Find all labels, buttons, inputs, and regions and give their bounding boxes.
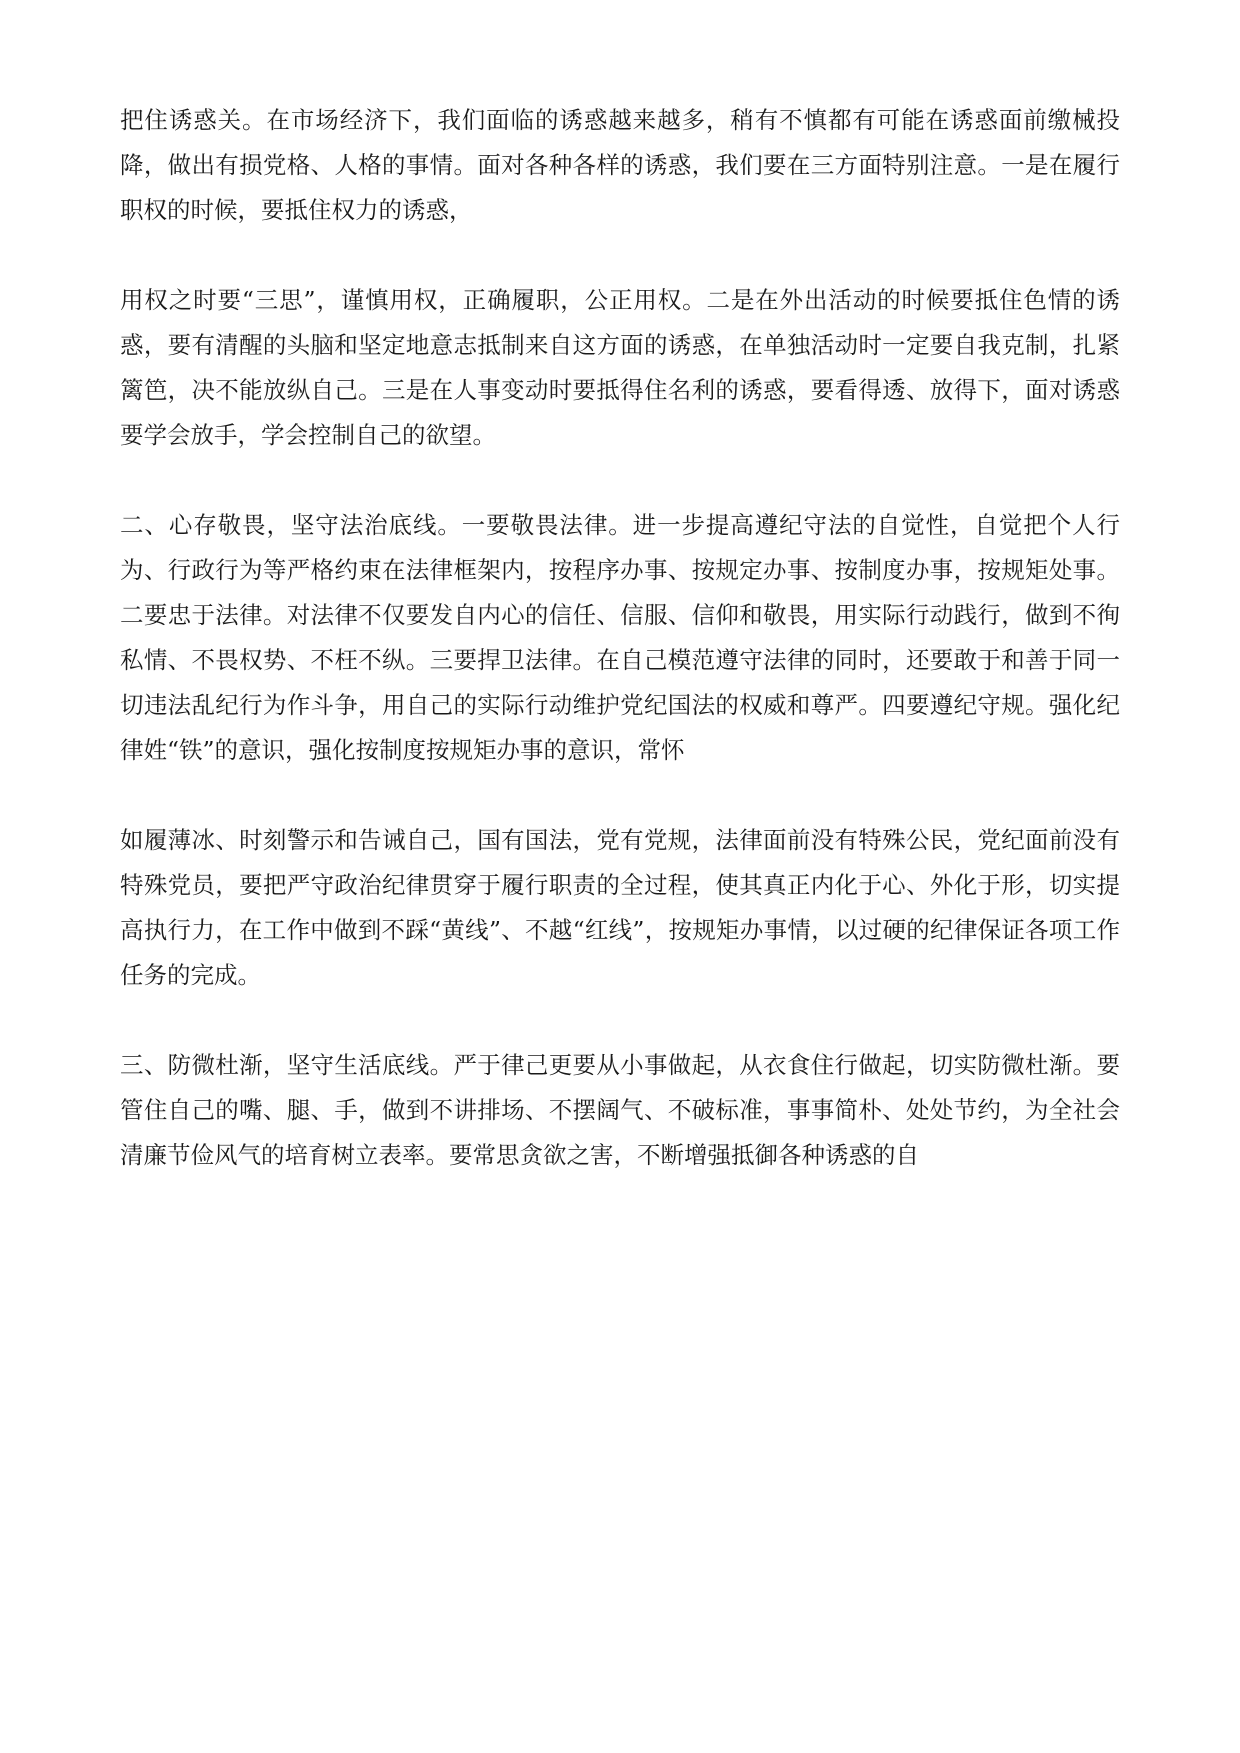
paragraph-use-power-carefully: 用权之时要“三思”，谨慎用权，正确履职，公正用权。二是在外出活动的时候要抵住色情的诱惑，要有清醒的头脑和坚定地意志抵制来自这方面的诱惑，在单独活动时一定要自我克制，扎紧篱笆，决不能放纵自己。三是在人事变动时要抵得住名利的诱惑，要看得透、放得下，面对诱惑要学会放手，学会控制自己的欲望。 (120, 286, 1120, 449)
paragraph-discipline: 如履薄冰、时刻警示和告诫自己，国有国法，党有党规，法律面前没有特殊公民，党纪面前没有特殊党员，要把严守政治纪律贯穿于履行职责的全过程，使其真正内化于心、外化于形，切实提高执行力，在工作中做到不踩“黄线”、不越“红线”，按规矩办事情，以过硬的纪律保证各项工作任务的完成。 (120, 826, 1120, 989)
document-body (120, 98, 1120, 1223)
paragraph-resist-temptation: 把住诱惑关。在市场经济下，我们面临的诱惑越来越多，稍有不慎都有可能在诱惑面前缴械投降，做出有损党格、人格的事情。面对各种各样的诱惑，我们要在三方面特别注意。一是在履行职权的时候，要抵住权力的诱惑， (120, 106, 1120, 224)
paragraph-life-bottom-line: 三、防微杜渐，坚守生活底线。严于律己更要从小事做起，从衣食住行做起，切实防微杜渐。要管住自己的嘴、腿、手，做到不讲排场、不摆阔气、不破标准，事事简朴、处处节约，为全社会清廉节俭风气的培育树立表率。要常思贪欲之害，不断增强抵御各种诱惑的自 (120, 1051, 1120, 1169)
paragraph-respect-law: 二、心存敬畏，坚守法治底线。一要敬畏法律。进一步提高遵纪守法的自觉性，自觉把个人行为、行政行为等严格约束在法律框架内，按程序办事、按规定办事、按制度办事，按规矩处事。二要忠于法律。对法律不仅要发自内心的信任、信服、信仰和敬畏，用实际行动践行，做到不徇私情、不畏权势、不枉不纵。三要捍卫法律。在自己模范遵守法律的同时，还要敢于和善于同一切违法乱纪行为作斗争，用自己的实际行动维护党纪国法的权威和尊严。四要遵纪守规。强化纪律姓“铁”的意识，强化按制度按规矩办事的意识，常怀 (120, 511, 1120, 764)
